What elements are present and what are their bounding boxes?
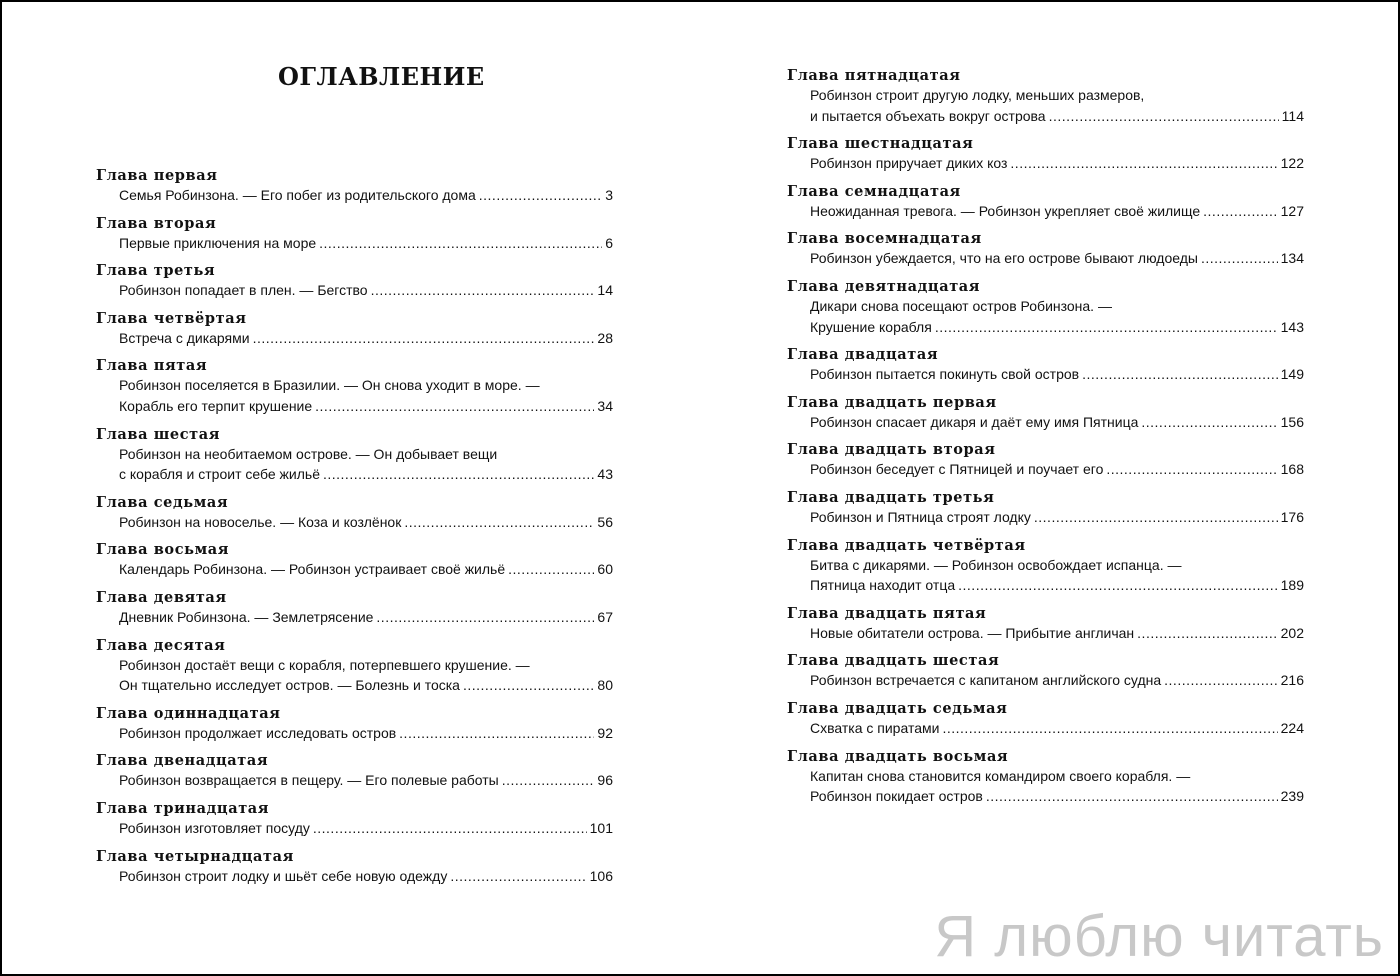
toc-chapter	[96, 214, 613, 254]
toc-chapter	[787, 536, 1304, 596]
toc-title: ОГЛАВЛЕНИЕ	[278, 62, 485, 91]
toc-entry-line[interactable]	[810, 201, 1304, 222]
dot-leader	[450, 866, 586, 887]
dot-leader	[1164, 670, 1277, 691]
toc-chapter	[96, 261, 613, 301]
toc-entry-line[interactable]	[119, 866, 613, 887]
chapter-description-line: Робинзон изготовляет посуду	[119, 819, 310, 836]
page-number: 43	[597, 466, 613, 483]
chapter-description-line: Робинзон покидает остров	[810, 788, 983, 805]
toc-entry-line[interactable]	[810, 317, 1304, 338]
page-number: 114	[1281, 107, 1304, 124]
chapter-heading: Глава двадцать третья	[787, 488, 995, 506]
toc-chapter	[96, 540, 613, 580]
page-number: 3	[605, 187, 613, 203]
toc-chapter	[96, 588, 613, 628]
page-number: 60	[597, 561, 613, 578]
toc-entry-line[interactable]	[119, 770, 613, 791]
chapter-description	[96, 233, 613, 254]
toc-chapter	[787, 651, 1304, 691]
chapter-description	[787, 201, 1304, 222]
toc-chapter	[96, 425, 613, 485]
chapter-description	[787, 766, 1304, 807]
chapter-description	[96, 185, 613, 206]
page-number: 28	[597, 329, 613, 346]
page-number: 168	[1280, 461, 1304, 478]
page-number: 156	[1280, 413, 1304, 430]
page-number: 56	[597, 513, 613, 530]
chapter-description-line: Неожиданная тревога. — Робинзон укрепляет своё жилище	[810, 202, 1201, 219]
toc-entry-line[interactable]	[119, 675, 613, 696]
toc-entry-line[interactable]	[119, 464, 613, 485]
toc-entry-line[interactable]	[810, 718, 1304, 739]
chapter-heading: Глава шестнадцатая	[787, 135, 974, 153]
page-number: 239	[1280, 788, 1304, 805]
toc-chapter	[787, 440, 1304, 480]
chapter-description-line: Робинзон достаёт вещи с корабля, потерпевшего крушение. —	[119, 656, 530, 673]
chapter-description-line: Робинзон и Пятница строят лодку	[810, 508, 1031, 525]
page-number: 189	[1280, 577, 1304, 594]
chapter-description	[787, 248, 1304, 269]
toc-entry-line[interactable]	[119, 233, 613, 254]
watermark: Я люблю читать	[934, 904, 1384, 969]
chapter-description-line: Схватка с пиратами	[810, 719, 940, 736]
toc-chapter	[96, 493, 613, 533]
chapter-heading: Глава вторая	[96, 214, 217, 232]
chapter-description-line: Робинзон на новоселье. — Коза и козлёнок	[119, 513, 402, 530]
toc-chapter	[96, 847, 613, 887]
chapter-description	[787, 718, 1304, 739]
dot-leader	[1010, 153, 1277, 174]
chapter-description-line: Робинзон пытается покинуть свой остров	[810, 366, 1080, 383]
toc-chapter	[96, 751, 613, 791]
chapter-heading: Глава четвёртая	[96, 309, 247, 327]
dot-leader	[371, 280, 595, 301]
toc-chapter	[787, 182, 1304, 222]
dot-leader	[323, 464, 594, 485]
chapter-description-line: и пытается объехать вокруг острова	[810, 107, 1046, 124]
chapter-description	[96, 723, 613, 744]
page-number: 34	[597, 397, 613, 414]
chapter-heading: Глава двадцать вторая	[787, 441, 996, 459]
chapter-description	[96, 512, 613, 533]
toc-entry-line[interactable]	[119, 396, 613, 417]
page-number: 216	[1280, 672, 1304, 689]
chapter-heading: Глава двадцать восьмая	[787, 747, 1009, 765]
page-number: 6	[605, 234, 613, 251]
chapter-description-line: Робинзон приручает диких коз	[810, 155, 1008, 172]
chapter-heading: Глава двадцать пятая	[787, 604, 987, 622]
chapter-heading: Глава шестая	[96, 425, 221, 443]
chapter-description-line: Семья Робинзона. — Его побег из родительского дома	[119, 187, 476, 203]
chapter-heading: Глава тринадцатая	[96, 799, 270, 817]
toc-entry-line[interactable]	[810, 623, 1304, 644]
chapter-description-line: с корабля и строит себе жильё	[119, 466, 320, 483]
chapter-description-line: Робинзон возвращается в пещеру. — Его полевые работы	[119, 772, 499, 789]
toc-entry-line[interactable]	[810, 412, 1304, 433]
toc-entry-line[interactable]	[810, 248, 1304, 269]
chapter-description-line: Робинзон строит другую лодку, меньших размеров,	[810, 87, 1145, 103]
chapter-heading: Глава двадцать четвёртая	[787, 536, 1026, 554]
chapter-description	[787, 555, 1304, 596]
page-number: 149	[1280, 366, 1304, 383]
chapter-description	[787, 85, 1304, 126]
toc-right-column	[787, 66, 1304, 807]
chapter-heading: Глава восемнадцатая	[787, 230, 982, 248]
chapter-description-line: Битва с дикарями. — Робинзон освобождает испанца. —	[810, 556, 1182, 573]
page-number: 106	[589, 867, 613, 884]
chapter-description	[96, 444, 613, 485]
dot-leader	[986, 786, 1278, 807]
toc-chapter	[787, 393, 1304, 433]
dot-leader	[958, 575, 1278, 596]
toc-chapter	[787, 345, 1304, 385]
chapter-description	[96, 770, 613, 791]
chapter-description	[96, 328, 613, 349]
dot-leader	[942, 718, 1277, 739]
toc-entry-line[interactable]	[810, 786, 1304, 807]
chapter-description-line: Корабль его терпит крушение	[119, 397, 313, 414]
toc-chapter	[787, 229, 1304, 269]
toc-chapter	[96, 636, 613, 696]
chapter-heading: Глава девятнадцатая	[787, 277, 981, 295]
page-number: 176	[1280, 508, 1304, 525]
page-number: 92	[597, 724, 613, 741]
toc-entry-line[interactable]	[810, 153, 1304, 174]
toc-entry-line[interactable]	[810, 670, 1304, 691]
dot-leader	[315, 396, 594, 417]
chapter-heading: Глава первая	[96, 167, 218, 184]
chapter-description	[96, 280, 613, 301]
toc-chapter	[96, 356, 613, 416]
chapter-heading: Глава двадцатая	[787, 346, 939, 364]
dot-leader	[1201, 248, 1278, 269]
chapter-heading: Глава девятая	[96, 588, 227, 606]
dot-leader	[935, 317, 1278, 338]
chapter-heading: Глава третья	[96, 262, 216, 280]
toc-chapter	[787, 134, 1304, 174]
chapter-description	[96, 607, 613, 628]
toc-chapter	[787, 604, 1304, 644]
dot-leader	[319, 233, 602, 254]
chapter-description	[96, 375, 613, 416]
dot-leader	[1106, 459, 1277, 480]
toc-chapter	[787, 488, 1304, 528]
chapter-description	[787, 459, 1304, 480]
dot-leader	[508, 559, 594, 580]
chapter-description	[787, 507, 1304, 528]
dot-leader	[1141, 412, 1277, 433]
toc-chapter	[96, 309, 613, 349]
toc-entry-line[interactable]	[119, 328, 613, 349]
chapter-description-line: Первые приключения на море	[119, 234, 317, 251]
chapter-heading: Глава седьмая	[96, 493, 229, 511]
chapter-description	[787, 623, 1304, 644]
toc-entry-line[interactable]	[119, 607, 613, 628]
chapter-description-line: Робинзон на необитаемом острове. — Он добывает вещи	[119, 445, 498, 462]
chapter-description	[787, 412, 1304, 433]
dot-leader	[479, 185, 602, 206]
dot-leader	[1082, 364, 1278, 385]
dot-leader	[313, 818, 587, 839]
page-number: 96	[597, 772, 613, 789]
chapter-description-line: Новые обитатели острова. — Прибытие англичан	[810, 624, 1135, 641]
page-number: 14	[597, 282, 613, 299]
dot-leader	[1203, 201, 1277, 222]
dot-leader	[1137, 623, 1277, 644]
toc-entry-line[interactable]	[119, 512, 613, 533]
chapter-description	[96, 866, 613, 887]
chapter-description-line: Дикари снова посещают остров Робинзона. —	[810, 297, 1112, 314]
chapter-description	[787, 296, 1304, 337]
toc-left-column	[96, 166, 613, 886]
chapter-heading: Глава двадцать шестая	[787, 652, 1000, 670]
chapter-description-line: Робинзон убеждается, что на его острове бывают людоеды	[810, 250, 1198, 267]
dot-leader	[404, 512, 594, 533]
toc-chapter	[96, 799, 613, 839]
chapter-heading: Глава восьмая	[96, 541, 230, 559]
dot-leader	[253, 328, 595, 349]
chapter-description	[96, 655, 613, 696]
chapter-heading: Глава пятнадцатая	[787, 67, 961, 84]
chapter-description-line: Робинзон строит лодку и шьёт себе новую одежду	[119, 867, 448, 884]
toc-entry-line[interactable]	[119, 280, 613, 301]
dot-leader	[463, 675, 594, 696]
chapter-description	[787, 364, 1304, 385]
chapter-heading: Глава одиннадцатая	[96, 704, 281, 722]
chapter-description-line: Календарь Робинзона. — Робинзон устраивает своё жильё	[119, 561, 506, 578]
toc-entry-line[interactable]	[119, 818, 613, 839]
chapter-description-line: Робинзон продолжает исследовать остров	[119, 724, 397, 741]
dot-leader	[1034, 507, 1278, 528]
chapter-description-line: Робинзон беседует с Пятницей и поучает его	[810, 461, 1104, 478]
toc-entry-line[interactable]	[119, 559, 613, 580]
chapter-description	[96, 559, 613, 580]
toc-chapter	[96, 704, 613, 744]
toc-chapter	[787, 66, 1304, 126]
page-number: 224	[1280, 719, 1304, 736]
page-number: 143	[1280, 318, 1304, 335]
page-number: 80	[597, 677, 613, 694]
page-number: 101	[589, 819, 613, 836]
toc-chapter	[787, 277, 1304, 337]
chapter-heading: Глава двенадцатая	[96, 752, 269, 770]
toc-entry-line[interactable]	[810, 575, 1304, 596]
dot-leader	[399, 723, 594, 744]
chapter-description-line: Дневник Робинзона. — Землетрясение	[119, 608, 374, 625]
chapter-heading: Глава пятая	[96, 357, 208, 375]
chapter-heading: Глава двадцать седьмая	[787, 699, 1008, 717]
toc-entry-line[interactable]	[119, 185, 613, 206]
page-number: 67	[597, 608, 613, 625]
chapter-heading: Глава двадцать первая	[787, 393, 997, 411]
chapter-description-line: Он тщательно исследует остров. — Болезнь и тоска	[119, 677, 460, 694]
chapter-description-line: Робинзон поселяется в Бразилии. — Он снова уходит в море. —	[119, 377, 540, 394]
chapter-description-line: Робинзон встречается с капитаном английского судна	[810, 672, 1162, 689]
toc-entry-line[interactable]	[119, 723, 613, 744]
chapter-description	[787, 670, 1304, 691]
page-number: 202	[1280, 624, 1304, 641]
page-number: 134	[1280, 250, 1304, 267]
toc-entry-line[interactable]	[810, 364, 1304, 385]
chapter-description	[96, 818, 613, 839]
toc-chapter	[787, 699, 1304, 739]
chapter-description	[787, 153, 1304, 174]
toc-chapter	[787, 747, 1304, 807]
chapter-description-line: Капитан снова становится командиром своего корабля. —	[810, 767, 1191, 784]
chapter-description-line: Робинзон попадает в плен. — Бегство	[119, 282, 368, 299]
dot-leader	[1049, 106, 1279, 127]
dot-leader	[502, 770, 595, 791]
dot-leader	[376, 607, 594, 628]
chapter-heading: Глава десятая	[96, 636, 226, 654]
chapter-heading: Глава семнадцатая	[787, 182, 961, 200]
toc-chapter	[96, 166, 613, 206]
chapter-description-line: Встреча с дикарями	[119, 329, 250, 346]
chapter-description-line: Крушение корабля	[810, 318, 932, 335]
chapter-heading: Глава четырнадцатая	[96, 847, 294, 865]
page-number: 127	[1280, 202, 1304, 219]
chapter-description-line: Пятница находит отца	[810, 577, 956, 594]
toc-entry-line[interactable]	[810, 459, 1304, 480]
toc-entry-line[interactable]	[810, 106, 1304, 127]
page-number: 122	[1280, 155, 1304, 172]
toc-entry-line[interactable]	[810, 507, 1304, 528]
chapter-description-line: Робинзон спасает дикаря и даёт ему имя Пятница	[810, 413, 1139, 430]
